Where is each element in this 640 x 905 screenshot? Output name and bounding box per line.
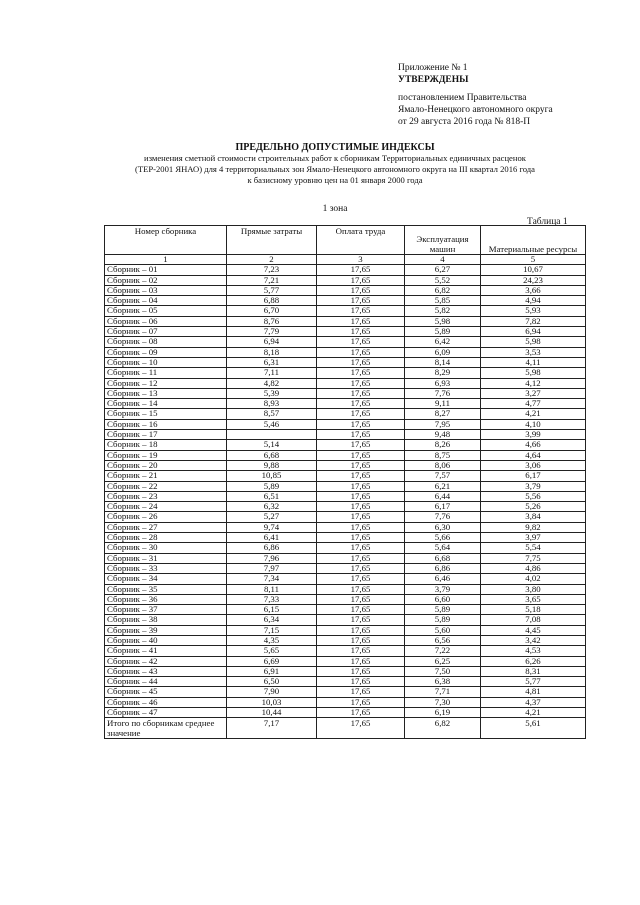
index-value-cell: 8,29: [405, 368, 481, 378]
index-value-cell: 6,50: [227, 677, 317, 687]
index-value-cell: 17,65: [317, 533, 405, 543]
collection-name-cell: Сборник – 16: [105, 419, 227, 429]
index-value-cell: 6,68: [405, 553, 481, 563]
column-number-row: [105, 255, 586, 265]
index-value-cell: 17,65: [317, 522, 405, 532]
table-row: [105, 687, 586, 697]
index-value-cell: 6,38: [405, 677, 481, 687]
total-value-cell: 7,17: [227, 718, 317, 739]
table-row: [105, 409, 586, 419]
index-value-cell: 3,42: [481, 635, 586, 645]
collection-name-cell: Сборник – 37: [105, 605, 227, 615]
column-number: 4: [405, 255, 481, 265]
collection-name-cell: Сборник – 24: [105, 502, 227, 512]
index-value-cell: 6,42: [405, 337, 481, 347]
index-value-cell: 7,97: [227, 563, 317, 573]
table-row: [105, 399, 586, 409]
index-value-cell: 17,65: [317, 337, 405, 347]
index-value-cell: 8,11: [227, 584, 317, 594]
header-cell: Материальные ресурсы: [481, 226, 586, 255]
index-value-cell: 6,86: [405, 563, 481, 573]
collection-name-cell: Сборник – 46: [105, 697, 227, 707]
index-value-cell: 17,65: [317, 347, 405, 357]
index-value-cell: 5,64: [405, 543, 481, 553]
index-value-cell: 7,57: [405, 471, 481, 481]
collection-name-cell: Сборник – 18: [105, 440, 227, 450]
index-value-cell: 17,65: [317, 543, 405, 553]
approval-block: [398, 62, 553, 128]
index-value-cell: 17,65: [317, 368, 405, 378]
index-value-cell: 3,53: [481, 347, 586, 357]
index-value-cell: 17,65: [317, 275, 405, 285]
table-row: [105, 594, 586, 604]
index-value-cell: 17,65: [317, 399, 405, 409]
total-value-cell: 5,61: [481, 718, 586, 739]
table-row: [105, 388, 586, 398]
index-value-cell: 17,65: [317, 357, 405, 367]
index-value-cell: 17,65: [317, 265, 405, 275]
table-row: [105, 708, 586, 718]
index-value-cell: 17,65: [317, 450, 405, 460]
index-value-cell: 9,74: [227, 522, 317, 532]
index-value-cell: 7,75: [481, 553, 586, 563]
index-value-cell: 17,65: [317, 646, 405, 656]
column-number: 2: [227, 255, 317, 265]
table-row: [105, 502, 586, 512]
title-sub-2: (ТЕР-2001 ЯНАО) для 4 территориальных зон Ямало-Ненецкого автономного округа на III квартал 2016 года: [135, 164, 535, 174]
index-value-cell: 6,17: [405, 502, 481, 512]
zone-label: 1 зона: [322, 204, 348, 214]
index-value-cell: 6,27: [405, 265, 481, 275]
table-row: [105, 460, 586, 470]
collection-name-cell: Сборник – 42: [105, 656, 227, 666]
index-value-cell: 7,82: [481, 316, 586, 326]
table-row: [105, 306, 586, 316]
index-value-cell: 6,60: [405, 594, 481, 604]
index-value-cell: 8,06: [405, 460, 481, 470]
index-value-cell: 4,94: [481, 296, 586, 306]
index-value-cell: 17,65: [317, 296, 405, 306]
index-value-cell: 7,30: [405, 697, 481, 707]
index-value-cell: 17,65: [317, 584, 405, 594]
document-title: [90, 142, 580, 186]
index-value-cell: 3,79: [481, 481, 586, 491]
collection-name-cell: Сборник – 14: [105, 399, 227, 409]
index-value-cell: 6,25: [405, 656, 481, 666]
table-row: [105, 533, 586, 543]
index-value-cell: 6,21: [405, 481, 481, 491]
table-row: [105, 677, 586, 687]
index-value-cell: 17,65: [317, 625, 405, 635]
index-value-cell: 17,65: [317, 409, 405, 419]
table-row: [105, 316, 586, 326]
table-row: [105, 275, 586, 285]
index-value-cell: 6,56: [405, 635, 481, 645]
index-value-cell: 17,65: [317, 553, 405, 563]
collection-name-cell: Сборник – 19: [105, 450, 227, 460]
index-value-cell: 6,17: [481, 471, 586, 481]
index-value-cell: 6,51: [227, 491, 317, 501]
index-value-cell: 7,76: [405, 388, 481, 398]
table-row: [105, 368, 586, 378]
index-value-cell: 10,67: [481, 265, 586, 275]
index-value-cell: 17,65: [317, 687, 405, 697]
table-row: [105, 347, 586, 357]
column-number: 3: [317, 255, 405, 265]
index-value-cell: 7,34: [227, 574, 317, 584]
index-value-cell: 17,65: [317, 285, 405, 295]
collection-name-cell: Сборник – 41: [105, 646, 227, 656]
index-value-cell: 7,71: [405, 687, 481, 697]
index-value-cell: 5,56: [481, 491, 586, 501]
index-value-cell: 8,57: [227, 409, 317, 419]
index-value-cell: 8,93: [227, 399, 317, 409]
index-value-cell: 17,65: [317, 378, 405, 388]
index-value-cell: 5,77: [227, 285, 317, 295]
appendix-label: Приложение № 1: [398, 63, 468, 73]
index-value-cell: 9,11: [405, 399, 481, 409]
table-row: [105, 543, 586, 553]
index-value-cell: 5,52: [405, 275, 481, 285]
index-value-cell: 4,10: [481, 419, 586, 429]
index-value-cell: 5,98: [481, 337, 586, 347]
table-row: [105, 430, 586, 440]
table-label: Таблица 1: [527, 217, 568, 227]
header-cell: Прямые затраты: [227, 226, 317, 255]
index-value-cell: 6,31: [227, 357, 317, 367]
index-value-cell: 6,94: [227, 337, 317, 347]
index-value-cell: 17,65: [317, 656, 405, 666]
table-row: [105, 419, 586, 429]
index-value-cell: 5,89: [405, 615, 481, 625]
collection-name-cell: Сборник – 40: [105, 635, 227, 645]
collection-name-cell: Сборник – 28: [105, 533, 227, 543]
index-value-cell: 5,77: [481, 677, 586, 687]
table-row: [105, 553, 586, 563]
index-value-cell: 5,54: [481, 543, 586, 553]
collection-name-cell: Сборник – 09: [105, 347, 227, 357]
table-row: [105, 584, 586, 594]
index-value-cell: 6,44: [405, 491, 481, 501]
index-value-cell: 3,84: [481, 512, 586, 522]
title-sub-1: изменения сметной стоимости строительных работ к сборникам Территориальных единичных расценок: [144, 153, 526, 163]
table-row: [105, 481, 586, 491]
index-value-cell: 10,03: [227, 697, 317, 707]
table-row: [105, 296, 586, 306]
index-value-cell: 10,44: [227, 708, 317, 718]
collection-name-cell: Сборник – 21: [105, 471, 227, 481]
index-value-cell: 17,65: [317, 512, 405, 522]
table-row: [105, 285, 586, 295]
table-row: [105, 563, 586, 573]
index-value-cell: 5,93: [481, 306, 586, 316]
collection-name-cell: Сборник – 15: [105, 409, 227, 419]
index-value-cell: 7,95: [405, 419, 481, 429]
index-value-cell: 7,08: [481, 615, 586, 625]
index-value-cell: 7,22: [405, 646, 481, 656]
index-value-cell: 3,66: [481, 285, 586, 295]
collection-name-cell: Сборник – 05: [105, 306, 227, 316]
index-value-cell: 6,82: [405, 285, 481, 295]
index-value-cell: 17,65: [317, 440, 405, 450]
header-cell: Эксплуатация машин: [405, 226, 481, 255]
index-value-cell: 4,53: [481, 646, 586, 656]
index-value-cell: 6,46: [405, 574, 481, 584]
index-value-cell: 4,77: [481, 399, 586, 409]
table-row: [105, 450, 586, 460]
index-value-cell: 8,76: [227, 316, 317, 326]
index-value-cell: 5,27: [227, 512, 317, 522]
index-value-cell: 6,15: [227, 605, 317, 615]
index-value-cell: 5,98: [481, 368, 586, 378]
header-cell: Оплата труда: [317, 226, 405, 255]
collection-name-cell: Сборник – 38: [105, 615, 227, 625]
index-value-cell: 6,93: [405, 378, 481, 388]
index-value-cell: 4,12: [481, 378, 586, 388]
index-value-cell: 9,48: [405, 430, 481, 440]
title-sub-3: к базисному уровню цен на 01 января 2000 года: [247, 175, 423, 185]
title-main: ПРЕДЕЛЬНО ДОПУСТИМЫЕ ИНДЕКСЫ: [235, 142, 435, 153]
index-value-cell: 4,66: [481, 440, 586, 450]
index-value-cell: 17,65: [317, 316, 405, 326]
index-value-cell: 4,21: [481, 708, 586, 718]
index-value-cell: 7,79: [227, 327, 317, 337]
table-row: [105, 327, 586, 337]
index-value-cell: 7,50: [405, 666, 481, 676]
collection-name-cell: Сборник – 02: [105, 275, 227, 285]
table-row: [105, 357, 586, 367]
table-row: [105, 646, 586, 656]
table-row: [105, 512, 586, 522]
index-value-cell: 5,65: [227, 646, 317, 656]
index-value-cell: 3,79: [405, 584, 481, 594]
approval-line-2: Ямало-Ненецкого автономного округа: [398, 105, 553, 115]
index-value-cell: 3,80: [481, 584, 586, 594]
index-value-cell: 4,82: [227, 378, 317, 388]
table-row: [105, 471, 586, 481]
collection-name-cell: Сборник – 33: [105, 563, 227, 573]
table-row: [105, 697, 586, 707]
index-value-cell: 5,18: [481, 605, 586, 615]
index-value-cell: 5,39: [227, 388, 317, 398]
collection-name-cell: Сборник – 30: [105, 543, 227, 553]
index-value-cell: 4,02: [481, 574, 586, 584]
collection-name-cell: Сборник – 39: [105, 625, 227, 635]
index-value-cell: 17,65: [317, 605, 405, 615]
index-value-cell: 17,65: [317, 460, 405, 470]
index-value-cell: 6,32: [227, 502, 317, 512]
index-value-cell: 9,88: [227, 460, 317, 470]
index-value-cell: 8,27: [405, 409, 481, 419]
collection-name-cell: Сборник – 17: [105, 430, 227, 440]
index-value-cell: 17,65: [317, 697, 405, 707]
index-value-cell: 10,85: [227, 471, 317, 481]
index-value-cell: 5,98: [405, 316, 481, 326]
index-value-cell: 17,65: [317, 306, 405, 316]
approved-label: УТВЕРЖДЕНЫ: [398, 75, 469, 85]
collection-name-cell: Сборник – 06: [105, 316, 227, 326]
index-value-cell: 6,94: [481, 327, 586, 337]
table-row: [105, 666, 586, 676]
index-value-cell: 8,18: [227, 347, 317, 357]
index-value-cell: 17,65: [317, 615, 405, 625]
index-value-cell: 17,65: [317, 388, 405, 398]
index-value-cell: 7,23: [227, 265, 317, 275]
index-value-cell: 17,65: [317, 502, 405, 512]
index-value-cell: 17,65: [317, 594, 405, 604]
index-value-cell: 5,85: [405, 296, 481, 306]
index-value-cell: 5,60: [405, 625, 481, 635]
collection-name-cell: Сборник – 45: [105, 687, 227, 697]
index-value-cell: 8,26: [405, 440, 481, 450]
index-value-cell: 8,75: [405, 450, 481, 460]
index-value-cell: 3,99: [481, 430, 586, 440]
collection-name-cell: Сборник – 26: [105, 512, 227, 522]
table-row: [105, 522, 586, 532]
column-number: 5: [481, 255, 586, 265]
collection-name-cell: Сборник – 22: [105, 481, 227, 491]
index-value-cell: 4,21: [481, 409, 586, 419]
collection-name-cell: Сборник – 43: [105, 666, 227, 676]
collection-name-cell: Сборник – 35: [105, 584, 227, 594]
column-number: 1: [105, 255, 227, 265]
collection-name-cell: Сборник – 20: [105, 460, 227, 470]
table-row: [105, 625, 586, 635]
index-value-cell: 6,68: [227, 450, 317, 460]
index-value-cell: 6,30: [405, 522, 481, 532]
index-value-cell: 5,89: [405, 327, 481, 337]
index-value-cell: 17,65: [317, 419, 405, 429]
index-value-cell: 17,65: [317, 574, 405, 584]
index-value-cell: 4,64: [481, 450, 586, 460]
collection-name-cell: Сборник – 11: [105, 368, 227, 378]
index-value-cell: 3,97: [481, 533, 586, 543]
total-value-cell: 17,65: [317, 718, 405, 739]
total-value-cell: 6,82: [405, 718, 481, 739]
index-value-cell: 17,65: [317, 327, 405, 337]
collection-name-cell: Сборник – 44: [105, 677, 227, 687]
index-value-cell: [227, 430, 317, 440]
indices-table: [104, 225, 586, 739]
index-value-cell: 4,11: [481, 357, 586, 367]
collection-name-cell: Сборник – 01: [105, 265, 227, 275]
index-value-cell: 17,65: [317, 430, 405, 440]
table-row: [105, 440, 586, 450]
table-row: [105, 378, 586, 388]
index-value-cell: 4,35: [227, 635, 317, 645]
index-value-cell: 9,82: [481, 522, 586, 532]
index-value-cell: 7,11: [227, 368, 317, 378]
index-value-cell: 3,06: [481, 460, 586, 470]
index-value-cell: 7,96: [227, 553, 317, 563]
index-value-cell: 17,65: [317, 491, 405, 501]
table-row: [105, 337, 586, 347]
header-cell: Номер сборника: [105, 226, 227, 255]
table-header-row: [105, 226, 586, 255]
table-row: [105, 605, 586, 615]
index-value-cell: 6,86: [227, 543, 317, 553]
index-value-cell: 6,69: [227, 656, 317, 666]
approval-line-1: постановлением Правительства: [398, 93, 527, 103]
index-value-cell: 17,65: [317, 471, 405, 481]
index-value-cell: 5,89: [227, 481, 317, 491]
collection-name-cell: Сборник – 08: [105, 337, 227, 347]
index-value-cell: 5,26: [481, 502, 586, 512]
index-value-cell: 24,23: [481, 275, 586, 285]
index-value-cell: 6,19: [405, 708, 481, 718]
index-value-cell: 7,90: [227, 687, 317, 697]
index-value-cell: 7,33: [227, 594, 317, 604]
total-label-cell: Итого по сборникам среднее значение: [105, 718, 227, 739]
index-value-cell: 5,89: [405, 605, 481, 615]
approval-line-3: от 29 августа 2016 года № 818-П: [398, 117, 531, 127]
table-row: [105, 491, 586, 501]
index-value-cell: 5,82: [405, 306, 481, 316]
index-value-cell: 6,88: [227, 296, 317, 306]
collection-name-cell: Сборник – 36: [105, 594, 227, 604]
index-value-cell: 7,15: [227, 625, 317, 635]
index-value-cell: 5,66: [405, 533, 481, 543]
collection-name-cell: Сборник – 34: [105, 574, 227, 584]
index-value-cell: 6,91: [227, 666, 317, 676]
index-value-cell: 8,14: [405, 357, 481, 367]
index-value-cell: 6,26: [481, 656, 586, 666]
index-value-cell: 8,31: [481, 666, 586, 676]
index-value-cell: 7,21: [227, 275, 317, 285]
collection-name-cell: Сборник – 47: [105, 708, 227, 718]
collection-name-cell: Сборник – 10: [105, 357, 227, 367]
table-row: [105, 656, 586, 666]
index-value-cell: 4,37: [481, 697, 586, 707]
table-total-row: [105, 718, 586, 739]
index-value-cell: 5,14: [227, 440, 317, 450]
collection-name-cell: Сборник – 31: [105, 553, 227, 563]
collection-name-cell: Сборник – 12: [105, 378, 227, 388]
index-value-cell: 17,65: [317, 666, 405, 676]
index-value-cell: 7,76: [405, 512, 481, 522]
index-value-cell: 5,46: [227, 419, 317, 429]
table-row: [105, 635, 586, 645]
index-value-cell: 6,70: [227, 306, 317, 316]
collection-name-cell: Сборник – 03: [105, 285, 227, 295]
index-value-cell: 3,65: [481, 594, 586, 604]
index-value-cell: 3,27: [481, 388, 586, 398]
index-value-cell: 6,41: [227, 533, 317, 543]
index-value-cell: 4,81: [481, 687, 586, 697]
index-value-cell: 17,65: [317, 708, 405, 718]
collection-name-cell: Сборник – 07: [105, 327, 227, 337]
index-value-cell: 17,65: [317, 481, 405, 491]
index-value-cell: 6,09: [405, 347, 481, 357]
index-value-cell: 6,34: [227, 615, 317, 625]
index-value-cell: 17,65: [317, 563, 405, 573]
table-row: [105, 265, 586, 275]
table-row: [105, 574, 586, 584]
collection-name-cell: Сборник – 04: [105, 296, 227, 306]
index-value-cell: 17,65: [317, 677, 405, 687]
index-value-cell: 4,45: [481, 625, 586, 635]
collection-name-cell: Сборник – 23: [105, 491, 227, 501]
collection-name-cell: Сборник – 27: [105, 522, 227, 532]
index-value-cell: 17,65: [317, 635, 405, 645]
index-value-cell: 4,86: [481, 563, 586, 573]
table-row: [105, 615, 586, 625]
collection-name-cell: Сборник – 13: [105, 388, 227, 398]
